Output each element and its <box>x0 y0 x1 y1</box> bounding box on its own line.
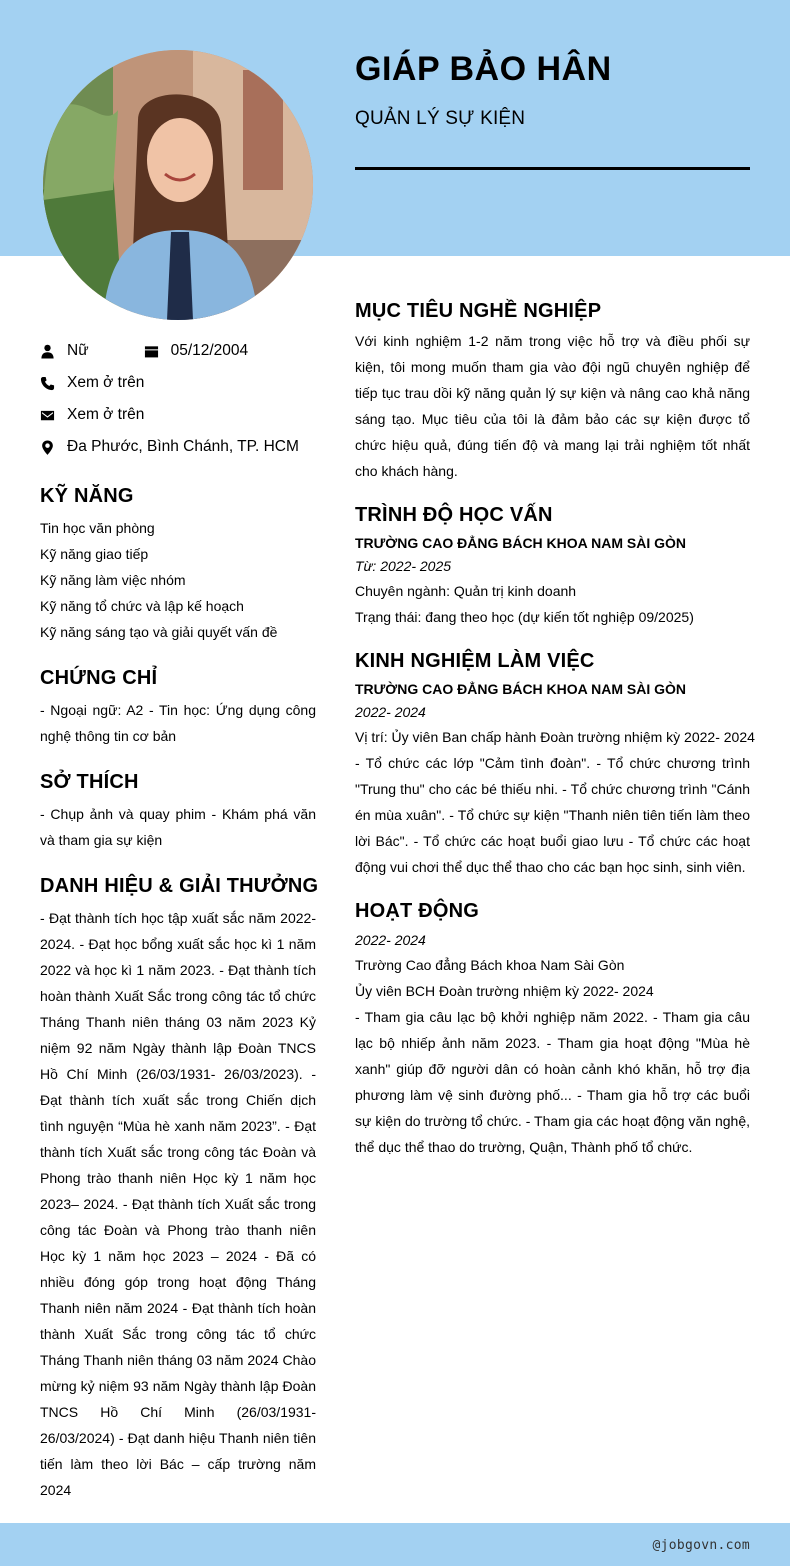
experience-section <box>355 648 755 880</box>
person-icon <box>40 344 67 359</box>
skills-heading: KỸ NĂNG <box>40 485 134 507</box>
experience-period: 2022- 2024 <box>355 704 426 720</box>
hobbies-text: - Chụp ảnh và quay phim - Khám phá văn và tham gia sự kiện <box>40 806 316 848</box>
experience-details: - Tổ chức các lớp "Cảm tình đoàn". - Tổ chức chương trình "Trung thu" cho các bé thiếu nhi. - Tổ chức chương trình "Cánh én mùa xuân". - Tổ chức sự kiện "Thanh niên tiên tiến làm theo lời Bác". - Tổ chức các hoạt buổi giao lưu - Tổ chức các hoạt động vui chơi thể dục thể thao cho các bạn học sinh, sinh viên. <box>355 755 750 875</box>
candidate-title: QUẢN LÝ SỰ KIỆN <box>355 108 526 129</box>
info-row-address <box>40 431 316 463</box>
location-pin-icon <box>40 440 67 455</box>
skill-item: Tin học văn phòng <box>40 520 155 536</box>
skill-item: Kỹ năng làm việc nhóm <box>40 572 186 588</box>
calendar-icon <box>144 344 171 359</box>
awards-section <box>40 873 319 1503</box>
address-text: Đa Phước, Bình Chánh, TP. HCM <box>67 438 299 455</box>
contact-info <box>40 335 316 463</box>
skills-section <box>40 483 316 645</box>
email-icon <box>40 408 67 423</box>
email-text: Xem ở trên <box>67 406 145 423</box>
certificates-heading: CHỨNG CHỈ <box>40 667 158 689</box>
education-heading: TRÌNH ĐỘ HỌC VẤN <box>355 504 553 526</box>
skill-item: Kỹ năng giao tiếp <box>40 546 149 562</box>
left-column <box>40 335 319 1503</box>
experience-position: Vị trí: Ủy viên Ban chấp hành Đoàn trường nhiệm kỳ 2022- 2024 <box>355 729 755 745</box>
skill-item: Kỹ năng tổ chức và lập kế hoạch <box>40 598 244 614</box>
phone-text: Xem ở trên <box>67 374 145 391</box>
hobbies-section <box>40 769 316 853</box>
info-row-email <box>40 399 316 431</box>
awards-heading: DANH HIỆU & GIẢI THƯỞNG <box>40 875 319 897</box>
candidate-name: GIÁP BẢO HÂN <box>355 50 612 88</box>
education-major: Chuyên ngành: Quản trị kinh doanh <box>355 583 577 599</box>
activities-period: 2022- 2024 <box>355 932 426 948</box>
awards-text: - Đạt thành tích học tập xuất sắc năm 2022- 2024. - Đạt học bổng xuất sắc học kì 1 năm 2022 và học kì 1 năm 2023. - Đạt thành tích hoàn thành Xuất Sắc trong công tác tổ chức Tháng Thanh niên tháng 03 năm 2023 Kỷ niệm 92 năm Ngày thành lập Đoàn TNCS Hồ Chí Minh (26/03/1931- 26/03/2023). - Đạt thành tích xuất sắc trong Chiến dịch tình nguyện “Mùa hè xanh năm 2023”. - Đạt thành tích Xuất sắc trong công tác Đoàn và Phong trào thanh niên Học kỳ 1 năm học 2023– 2024. - Đạt thành tích Xuất sắc trong công tác Đoàn và Phong trào thanh niên Học kỳ 1 năm học 2023 – 2024 - Đã có nhiều đóng góp trong hoạt động Tháng Thanh niên năm 2024 - Đạt thành tích hoàn thành Xuất Sắc trong công tác tổ chức Tháng Thanh niên tháng 03 năm 2024 Chào mừng kỷ niệm 93 năm Ngày thành lập Đoàn TNCS Hồ Chí Minh (26/03/1931- 26/03/2024) - Đạt danh hiệu Thanh niên tiên tiến làm theo lời Bác – cấp trường năm 2024 <box>40 910 316 1498</box>
experience-heading: KINH NGHIỆM LÀM VIỆC <box>355 650 595 672</box>
activities-role: Ủy viên BCH Đoàn trường nhiệm kỳ 2022- 2024 <box>355 983 654 999</box>
profile-photo <box>43 50 313 320</box>
activities-heading: HOẠT ĐỘNG <box>355 900 480 922</box>
activities-section <box>355 898 750 1160</box>
experience-org: TRƯỜNG CAO ĐẲNG BÁCH KHOA NAM SÀI GÒN <box>355 681 687 697</box>
title-divider <box>355 167 750 170</box>
education-school: TRƯỜNG CAO ĐẲNG BÁCH KHOA NAM SÀI GÒN <box>355 535 687 551</box>
footer-brand: @jobgovn.com <box>652 1538 750 1553</box>
objective-section <box>355 298 750 484</box>
info-row-gender-birthday <box>40 335 316 367</box>
objective-heading: MỤC TIÊU NGHỀ NGHIỆP <box>355 300 602 322</box>
hobbies-heading: SỞ THÍCH <box>40 771 139 793</box>
phone-icon <box>40 376 67 391</box>
gender-text: Nữ <box>67 342 89 359</box>
education-period: Từ: 2022- 2025 <box>355 558 452 574</box>
info-row-phone <box>40 367 316 399</box>
skill-item: Kỹ năng sáng tạo và giải quyết vấn đề <box>40 624 278 640</box>
education-section <box>355 502 750 630</box>
activities-org: Trường Cao đẳng Bách khoa Nam Sài Gòn <box>355 957 625 973</box>
objective-text: Với kinh nghiệm 1-2 năm trong việc hỗ trợ và điều phối sự kiện, tôi mong muốn tham gia vào đội ngũ chuyên nghiệp để tiếp tục trau dồi kỹ năng quản lý sự kiện và nâng cao khả năng sáng tạo. Mục tiêu của tôi là đảm bảo các sự kiện được tổ chức hiệu quả, đúng tiến độ và mang lại trải nghiệm tốt nhất cho khách hàng. <box>355 333 750 479</box>
education-status: Trạng thái: đang theo học (dự kiến tốt nghiệp 09/2025) <box>355 609 694 625</box>
right-column <box>355 298 755 1160</box>
certificates-text: - Ngoại ngữ: A2 - Tin học: Ứng dụng công nghệ thông tin cơ bản <box>40 702 316 744</box>
certificates-section <box>40 665 316 749</box>
activities-details: - Tham gia câu lạc bộ khởi nghiệp năm 2022. - Tham gia câu lạc bộ nhiếp ảnh năm 2023. - Tham gia hoạt động "Mùa hè xanh" giúp đỡ người dân có hoàn cảnh khó khăn, hỗ trợ địa phương làm vệ sinh đường phố... - Tham gia hỗ trợ các buổi sự kiện do trường tổ chức. - Tham gia các hoạt động văn nghệ, thể dục thể thao do trường, Quận, Thành phố tổ chức. <box>355 1009 750 1155</box>
birthday-text: 05/12/2004 <box>170 342 249 359</box>
